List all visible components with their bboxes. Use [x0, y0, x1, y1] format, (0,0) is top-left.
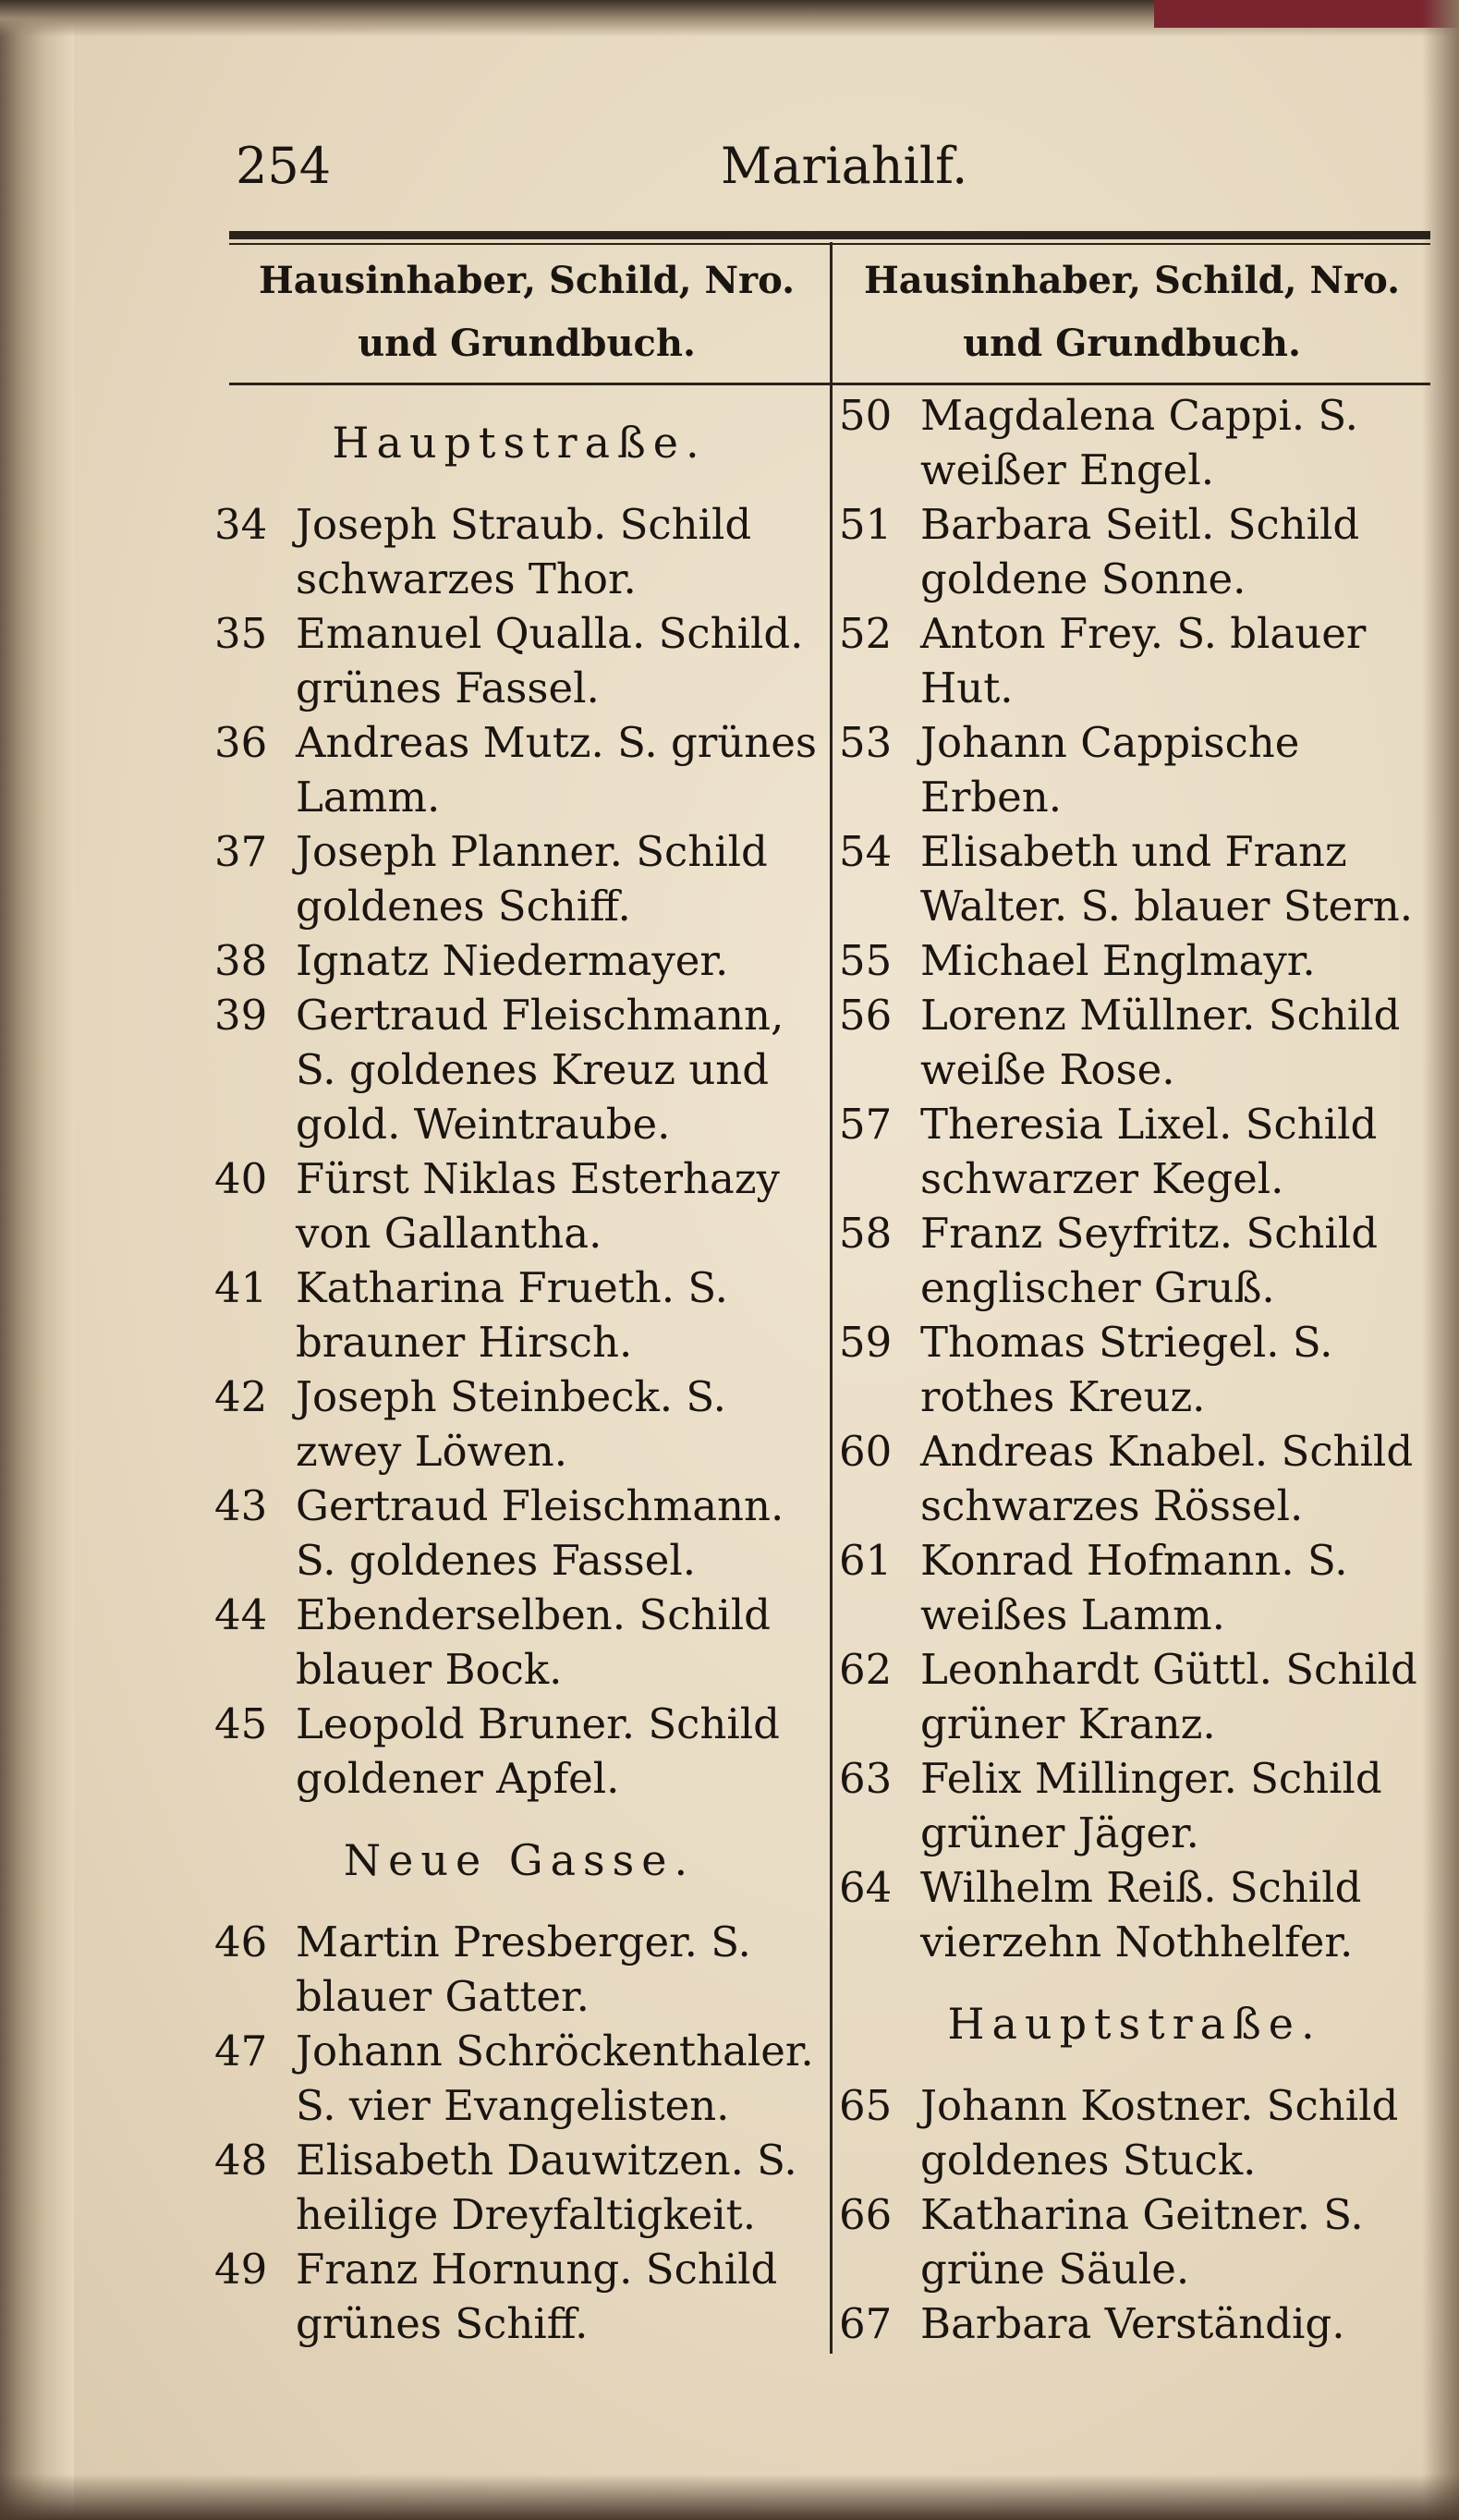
entry-text: Emanuel Qualla. Schild. grünes Fassel. [296, 609, 804, 712]
list-item [839, 1751, 1430, 1860]
list-item [839, 2187, 1430, 2296]
list-item [214, 2133, 824, 2242]
house-number: 61 [839, 1536, 893, 1585]
list-item [839, 2078, 1430, 2187]
list-item [839, 988, 1430, 1097]
house-number: 41 [214, 1263, 268, 1312]
list-item [214, 1151, 824, 1260]
house-number: 52 [839, 609, 893, 658]
entry-text: Magdalena Cappi. S. weißer Engel. [920, 391, 1358, 494]
house-number: 35 [214, 609, 268, 658]
house-number: 56 [839, 991, 893, 1040]
house-number: 55 [839, 936, 893, 985]
entry-text: Gertraud Fleischmann, S. goldenes Kreuz und gold. Weintraube. [296, 991, 784, 1149]
list-item [214, 715, 824, 824]
right-column [839, 388, 1430, 2351]
book-gutter [0, 0, 74, 2520]
house-number: 50 [839, 391, 893, 440]
entry-text: Thomas Striegel. S. rothes Kreuz. [920, 1318, 1333, 1421]
list-item [214, 1260, 824, 1370]
column-header-right: Hausinhaber, Schild, Nro. und Grundbuch. [863, 259, 1401, 365]
list-item [839, 2296, 1430, 2351]
entry-text: Wilhelm Reiß. Schild vierzehn Nothhelfer. [920, 1863, 1362, 1966]
entry-text: Andreas Knabel. Schild schwarzes Rössel. [920, 1427, 1414, 1530]
list-item [839, 388, 1430, 497]
house-number: 40 [214, 1154, 268, 1203]
list-item [214, 2024, 824, 2133]
house-number: 47 [214, 2027, 268, 2076]
list-item [839, 715, 1430, 824]
house-number: 34 [214, 500, 268, 549]
entry-text: Joseph Steinbeck. S. zwey Löwen. [296, 1372, 726, 1476]
list-item [214, 2242, 824, 2351]
house-number: 44 [214, 1590, 268, 1639]
house-number: 37 [214, 827, 268, 876]
list-item [214, 606, 824, 715]
page-number: 254 [236, 137, 332, 195]
list-item [839, 497, 1430, 606]
list-item [839, 1642, 1430, 1751]
entry-text: Barbara Verständig. [920, 2299, 1345, 2348]
entry-text: Andreas Mutz. S. grünes Lamm. [296, 718, 817, 822]
house-number: 58 [839, 1209, 893, 1258]
list-item [214, 1697, 824, 1806]
page-bottom-edge [0, 2474, 1459, 2520]
house-number: 51 [839, 500, 893, 549]
entry-text: Leopold Bruner. Schild goldener Apfel. [296, 1699, 780, 1803]
house-number: 46 [214, 1917, 268, 1966]
house-number: 39 [214, 991, 268, 1040]
entry-text: Konrad Hofmann. S. weißes Lamm. [920, 1536, 1348, 1639]
entry-text: Ebenderselben. Schild blauer Bock. [296, 1590, 771, 1694]
list-item [214, 1915, 824, 2024]
house-number: 42 [214, 1372, 268, 1421]
house-number: 59 [839, 1318, 893, 1367]
entry-text: Johann Cappische Erben. [920, 718, 1300, 822]
entry-text: Franz Seyfritz. Schild englischer Gruß. [920, 1209, 1378, 1312]
entry-text: Lorenz Müllner. Schild weiße Rose. [920, 991, 1401, 1094]
entry-text: Katharina Geitner. S. grüne Säule. [920, 2190, 1364, 2294]
list-item [214, 1479, 824, 1588]
entry-text: Elisabeth und Franz Walter. S. blauer Stern. [920, 827, 1414, 931]
house-number: 57 [839, 1100, 893, 1149]
section-heading: Hauptstraße. [947, 1999, 1322, 2049]
entry-text: Johann Schröckenthaler. S. vier Evangelisten. [296, 2027, 814, 2130]
entry-text: Joseph Planner. Schild goldenes Schiff. [296, 827, 768, 931]
running-head: Mariahilf. [721, 137, 968, 195]
entry-text: Franz Hornung. Schild grünes Schiff. [296, 2245, 778, 2348]
entry-text: Martin Presberger. S. blauer Gatter. [296, 1917, 751, 2021]
house-number: 60 [839, 1427, 893, 1476]
house-number: 45 [214, 1699, 268, 1748]
list-item [214, 824, 824, 933]
entry-text: Barbara Seitl. Schild goldene Sonne. [920, 500, 1360, 603]
column-header-left: Hausinhaber, Schild, Nro. und Grundbuch. [258, 259, 796, 365]
entry-text: Elisabeth Dauwitzen. S. heilige Dreyfaltigkeit. [296, 2136, 797, 2239]
entry-text: Michael Englmayr. [920, 936, 1316, 985]
entry-text: Ignatz Niedermayer. [296, 936, 729, 985]
house-number: 65 [839, 2081, 893, 2130]
list-item [839, 933, 1430, 988]
list-item [839, 1097, 1430, 1206]
bookmark-ribbon [1154, 0, 1459, 28]
house-number: 63 [839, 1754, 893, 1803]
house-number: 48 [214, 2136, 268, 2185]
house-number: 49 [214, 2245, 268, 2294]
entry-text: Fürst Niklas Esterhazy von Gallantha. [296, 1154, 780, 1258]
list-item [214, 1370, 824, 1479]
list-item [214, 1588, 824, 1697]
header-column-divider [830, 242, 833, 385]
list-item [839, 1315, 1430, 1424]
header-rule [229, 231, 1430, 239]
house-number: 64 [839, 1863, 893, 1912]
list-item [839, 1533, 1430, 1642]
list-item [839, 606, 1430, 715]
house-number: 67 [839, 2299, 893, 2348]
house-number: 38 [214, 936, 268, 985]
entry-text: Theresia Lixel. Schild schwarzer Kegel. [920, 1100, 1378, 1203]
house-number: 43 [214, 1481, 268, 1530]
list-item [214, 497, 824, 606]
column-divider [830, 385, 833, 2354]
section-heading: Hauptstraße. [332, 418, 707, 468]
left-column [214, 388, 824, 2351]
entry-text: Katharina Frueth. S. brauner Hirsch. [296, 1263, 728, 1367]
house-number: 62 [839, 1645, 893, 1694]
list-item [214, 933, 824, 988]
list-item [839, 1860, 1430, 1969]
entry-text: Leonhardt Güttl. Schild grüner Kranz. [920, 1645, 1417, 1748]
house-number: 53 [839, 718, 893, 767]
entry-text: Felix Millinger. Schild grüner Jäger. [920, 1754, 1382, 1857]
list-item [839, 1206, 1430, 1315]
entry-text: Anton Frey. S. blauer Hut. [920, 609, 1367, 712]
house-number: 36 [214, 718, 268, 767]
list-item [839, 824, 1430, 933]
list-item [839, 1424, 1430, 1533]
house-number: 54 [839, 827, 893, 876]
entry-text: Joseph Straub. Schild schwarzes Thor. [296, 500, 752, 603]
entry-text: Gertraud Fleischmann. S. goldenes Fassel. [296, 1481, 784, 1585]
house-number: 66 [839, 2190, 893, 2239]
section-heading: Neue Gasse. [343, 1835, 696, 1885]
entry-text: Johann Kostner. Schild goldenes Stuck. [920, 2081, 1399, 2185]
list-item [214, 988, 824, 1151]
